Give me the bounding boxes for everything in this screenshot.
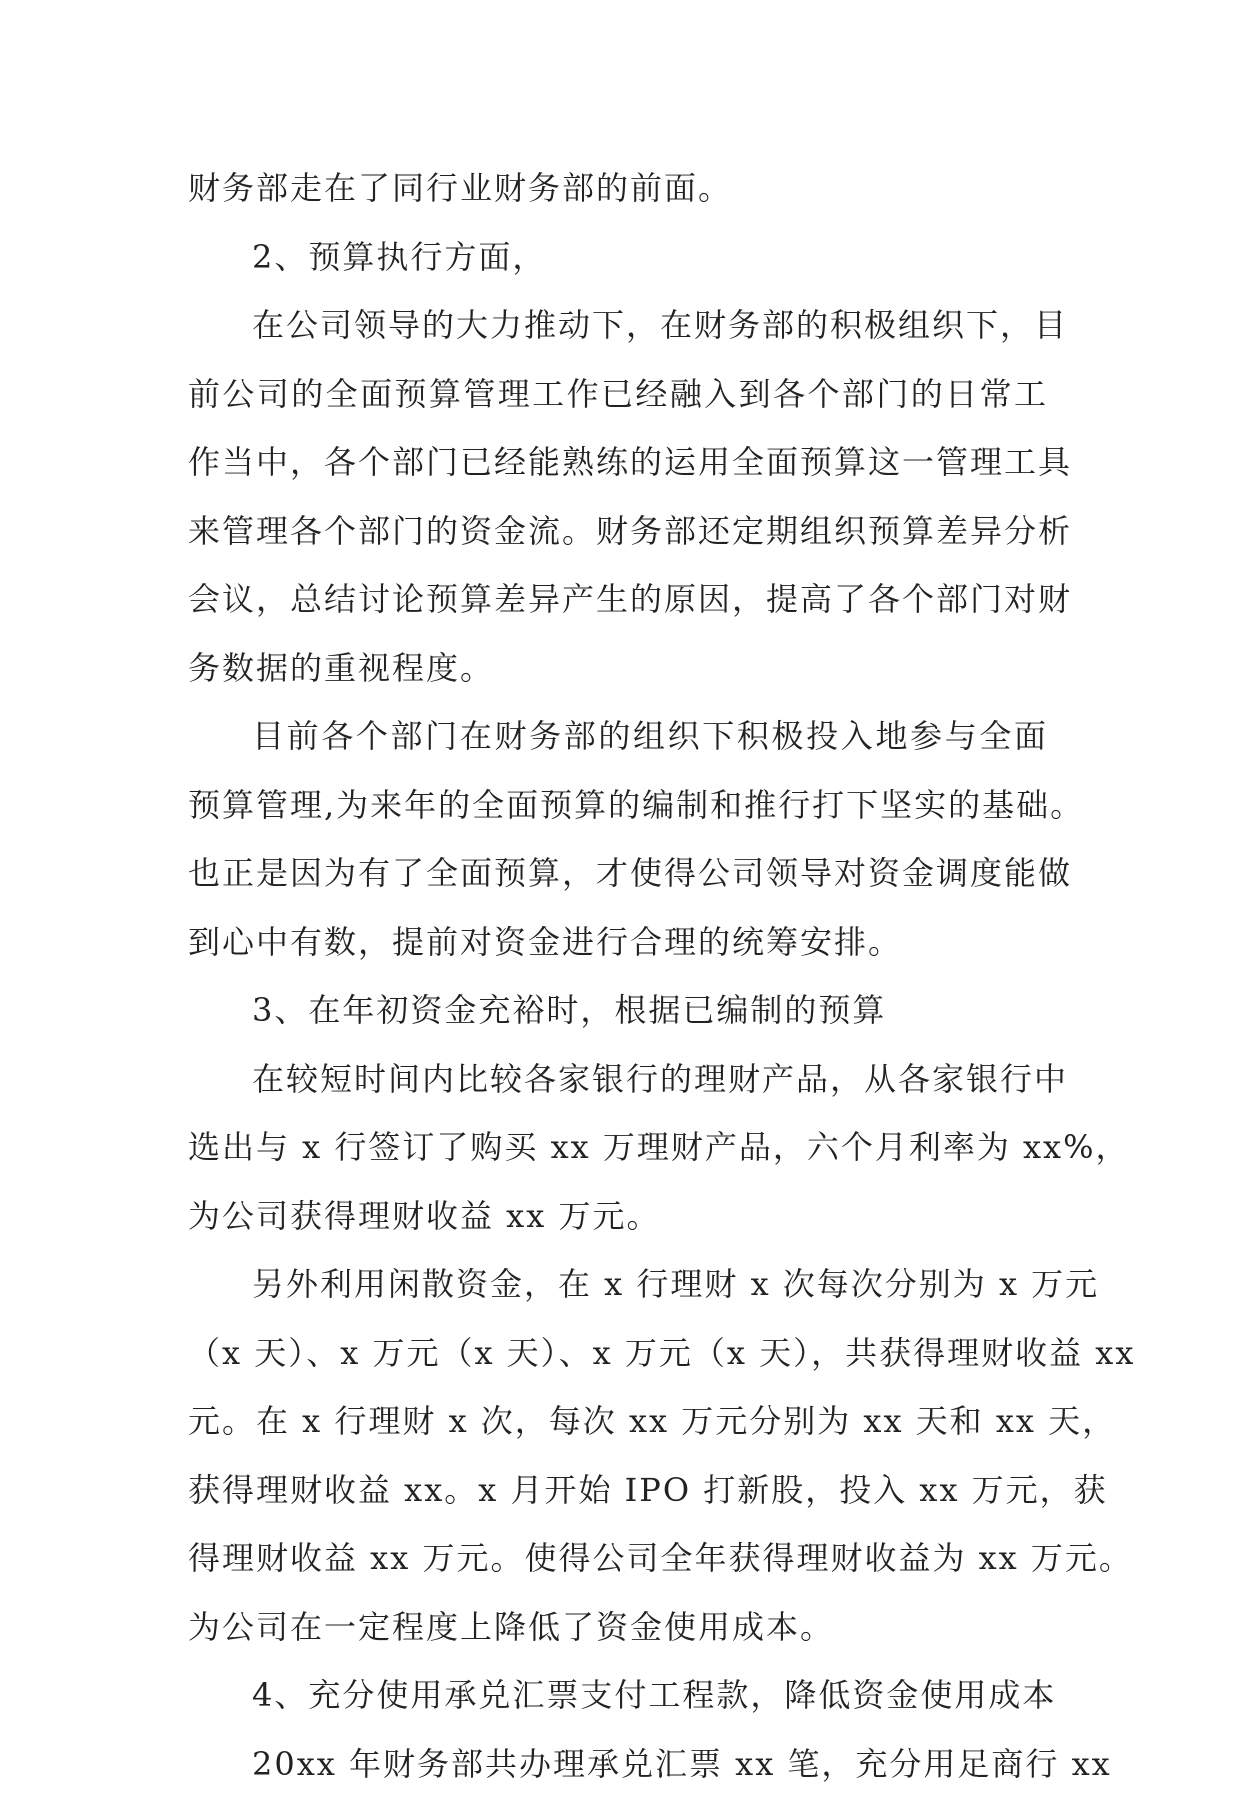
text-line: 4、充分使用承兑汇票支付工程款，降低资金使用成本 <box>188 1661 1048 1730</box>
text-line: 财务部走在了同行业财务部的前面。 <box>188 154 1048 223</box>
text-line: 到心中有数，提前对资金进行合理的统筹安排。 <box>188 908 1048 977</box>
text-line: 另外利用闲散资金，在 x 行理财 x 次每次分别为 x 万元 <box>188 1250 1048 1319</box>
text-line: 获得理财收益 xx。x 月开始 IPO 打新股，投入 xx 万元，获 <box>188 1456 1048 1525</box>
text-line: 在公司领导的大力推动下，在财务部的积极组织下，目 <box>188 291 1048 360</box>
text-line: 作当中，各个部门已经能熟练的运用全面预算这一管理工具 <box>188 428 1048 497</box>
text-line: 在较短时间内比较各家银行的理财产品，从各家银行中 <box>188 1045 1048 1114</box>
text-line: 会议，总结讨论预算差异产生的原因，提高了各个部门对财 <box>188 565 1048 634</box>
text-line: 元。在 x 行理财 x 次，每次 xx 万元分别为 xx 天和 xx 天， <box>188 1387 1048 1456</box>
text-line: 选出与 x 行签订了购买 xx 万理财产品，六个月利率为 xx%， <box>188 1113 1048 1182</box>
document-body <box>188 154 1048 1798</box>
text-line: （x 天）、x 万元（x 天）、x 万元（x 天），共获得理财收益 xx <box>188 1319 1048 1388</box>
text-line: 为公司在一定程度上降低了资金使用成本。 <box>188 1593 1048 1662</box>
text-line: 目前各个部门在财务部的组织下积极投入地参与全面 <box>188 702 1048 771</box>
text-line: 20xx 年财务部共办理承兑汇票 xx 笔，充分用足商行 xx <box>188 1730 1048 1798</box>
text-line: 务数据的重视程度。 <box>188 634 1048 703</box>
text-line: 3、在年初资金充裕时，根据已编制的预算 <box>188 976 1048 1045</box>
text-line: 2、预算执行方面， <box>188 223 1048 292</box>
text-line: 来管理各个部门的资金流。财务部还定期组织预算差异分析 <box>188 497 1048 566</box>
text-line: 前公司的全面预算管理工作已经融入到各个部门的日常工 <box>188 360 1048 429</box>
text-line: 得理财收益 xx 万元。使得公司全年获得理财收益为 xx 万元。 <box>188 1524 1048 1593</box>
text-line: 也正是因为有了全面预算，才使得公司领导对资金调度能做 <box>188 839 1048 908</box>
text-line: 为公司获得理财收益 xx 万元。 <box>188 1182 1048 1251</box>
text-line: 预算管理,为来年的全面预算的编制和推行打下坚实的基础。 <box>188 771 1048 840</box>
